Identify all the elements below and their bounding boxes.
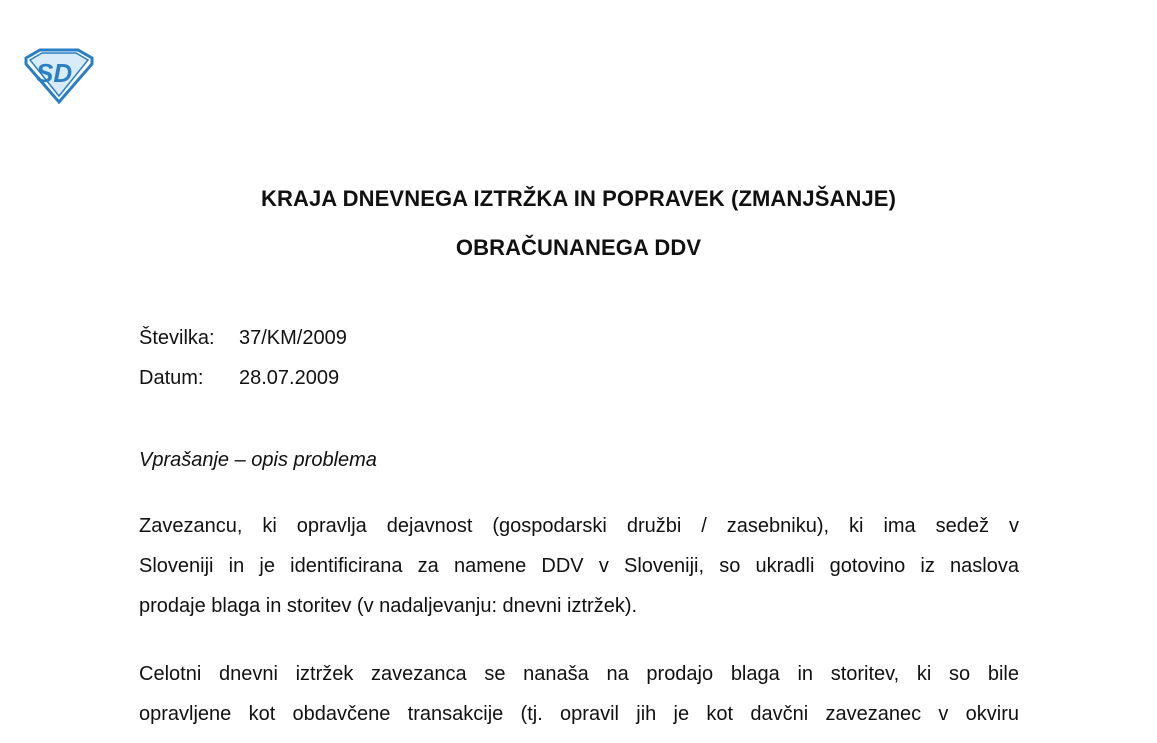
svg-text:SD: SD: [36, 58, 73, 88]
paragraph-line: Zavezancu, ki opravlja dejavnost (gospodarski družbi / zasebniku), ki ima sedež v: [139, 515, 1019, 537]
sd-diamond-logo-icon: [22, 48, 96, 104]
document-date-label: Datum:: [139, 367, 204, 389]
document-date-row: [139, 367, 339, 390]
paragraph-line: Celotni dnevni iztržek zavezanca se nanaša na prodajo blaga in storitev, ki so bile: [139, 663, 1019, 685]
section-heading: Vprašanje – opis problema: [139, 449, 377, 471]
document-number-value: 37/KM/2009: [239, 327, 347, 349]
paragraph-1: [139, 506, 1019, 626]
sd-logo: [22, 48, 96, 104]
document-title-line-1: KRAJA DNEVNEGA IZTRŽKA IN POPRAVEK (ZMANJŠANJE): [261, 186, 896, 211]
document-number-row: [139, 327, 347, 350]
paragraph-2: [139, 654, 1019, 734]
paragraph-line: prodaje blaga in storitev (v nadaljevanju: dnevni iztržek).: [139, 595, 638, 617]
document-title-line-2: OBRAČUNANEGA DDV: [455, 235, 702, 260]
paragraph-line: Sloveniji in je identificirana za namene DDV v Sloveniji, so ukradli gotovino iz naslova: [139, 555, 1019, 577]
paragraph-line: opravljene kot obdavčene transakcije (tj. opravil jih je kot davčni zavezanec v okviru: [139, 703, 1019, 725]
document-number-label: Številka:: [139, 327, 215, 349]
document-date-value: 28.07.2009: [239, 367, 340, 389]
